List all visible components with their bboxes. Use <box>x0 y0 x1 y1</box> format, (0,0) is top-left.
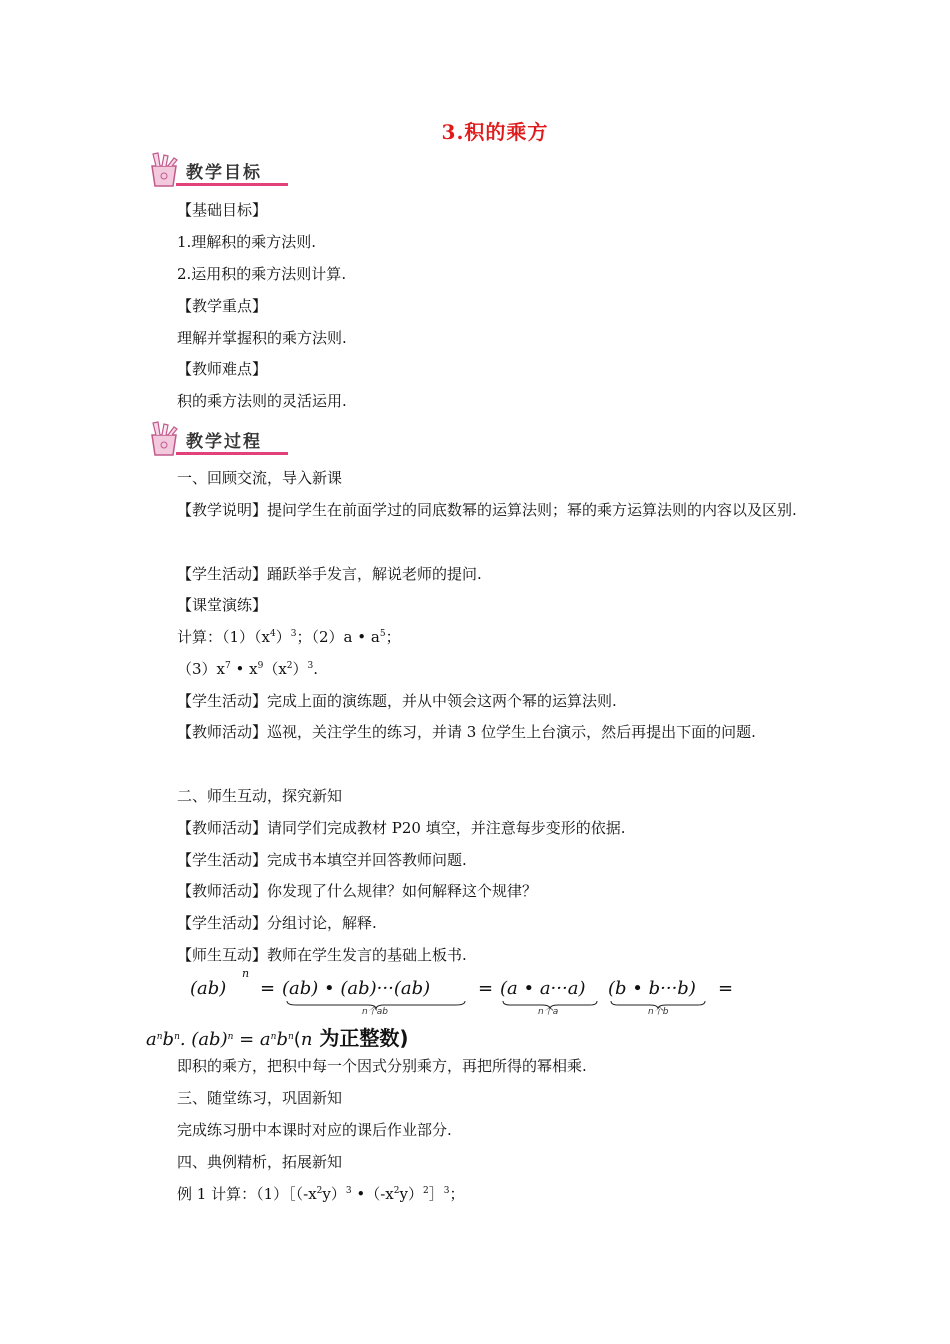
math-text: ( <box>293 1029 301 1050</box>
difficulty-heading: 【教师难点】 <box>177 360 268 378</box>
math-text: ） <box>292 660 308 678</box>
math-note: 为正整数) <box>312 1026 409 1050</box>
activity-text: 巡视，关注学生的练习，并请 3 位学生上台演示，然后再提出下面的问题. <box>267 723 756 741</box>
math-text: . <box>313 660 319 678</box>
s3-text: 完成练习册中本课时对应的课后作业部分. <box>177 1121 452 1139</box>
section-badge-label: 教学过程 <box>186 432 262 452</box>
exponent: 5 <box>379 629 386 639</box>
s1-teacher-activity-2 <box>145 716 805 748</box>
section-badge-process <box>146 421 288 457</box>
equals-sign: = <box>478 978 494 999</box>
activity-text: 请同学们完成教材 P20 填空，并注意每步变形的依据. <box>267 819 626 837</box>
exponent: 2 <box>393 1186 400 1196</box>
page-title: 3.积的乘方 <box>441 120 549 144</box>
exponent: 3 <box>307 661 314 671</box>
s2-rule: 即积的乘方，把积中每一个因式分别乘方，再把所得的幂相乘. <box>177 1057 587 1075</box>
section-2-title: 二、师生互动，探究新知 <box>177 787 343 805</box>
exponent: 4 <box>270 629 276 639</box>
exponent: 2 <box>422 1186 429 1196</box>
basic-goal-1: 1.理解积的乘方法则. <box>177 233 317 251</box>
activity-label: 【学生活动】 <box>177 914 268 932</box>
activity-label: 【教师活动】 <box>177 819 268 837</box>
s1-teacher-note <box>145 494 805 526</box>
s1-calc-line-1 <box>177 627 401 647</box>
activity-label: 【教学说明】 <box>177 501 268 519</box>
product-power-formula: (ab) n = (ab) • (ab)···(ab) n个ab = (a • a···a) n个a (b • b···b) n个b = <box>190 967 734 1017</box>
formula-group-ab: (ab) • (ab)···(ab) <box>282 978 431 999</box>
difficulty-text: 积的乘方法则的灵活运用. <box>177 392 347 410</box>
activity-label: 【师生互动】 <box>177 946 268 964</box>
math-text: ） <box>275 628 291 646</box>
badge-underline <box>176 452 288 455</box>
activity-label: 【学生活动】 <box>177 851 268 869</box>
math-text: y） <box>399 1185 423 1203</box>
exponent: 7 <box>225 661 231 671</box>
s2-student-activity-1 <box>177 850 467 870</box>
exponent: 3 <box>345 1186 352 1196</box>
activity-text: 分组讨论，解释. <box>267 914 377 932</box>
math-text: a <box>146 1029 157 1050</box>
s1-student-activity-2 <box>177 691 617 711</box>
basic-goal-2: 2.运用积的乘方法则计算. <box>177 265 347 283</box>
exponent: 3 <box>443 1186 450 1196</box>
math-text: （x <box>263 660 287 678</box>
activity-label: 【学生活动】 <box>177 565 268 583</box>
math-text: = a <box>233 1029 271 1050</box>
math-text: •（-x <box>351 1185 394 1203</box>
equals-sign: = <box>260 978 276 999</box>
s2-student-activity-2 <box>177 913 377 933</box>
math-text: ； <box>385 628 401 646</box>
activity-text: 你发现了什么规律？如何解释这个规律？ <box>267 882 538 900</box>
exponent: n <box>174 1032 180 1042</box>
exponent: n <box>227 1032 234 1042</box>
math-text: ］ <box>428 1185 444 1203</box>
equals-sign: = <box>718 978 734 999</box>
formula-lhs: (ab) <box>190 978 227 999</box>
s1-student-activity <box>177 564 482 584</box>
activity-text: 完成书本填空并回答教师问题. <box>267 851 467 869</box>
section-badge-goals <box>146 152 288 188</box>
math-text: • x <box>230 660 258 678</box>
math-text: ； <box>449 1185 465 1203</box>
underbrace-label: n个b <box>648 1007 669 1017</box>
section-1-title: 一、回顾交流，导入新课 <box>177 469 343 487</box>
s2-interaction <box>177 945 467 965</box>
key-point-heading: 【教学重点】 <box>177 297 268 315</box>
activity-label: 【教师活动】 <box>177 882 268 900</box>
exponent: 3 <box>290 629 297 639</box>
math-text: 计算：（1）（x <box>177 628 271 646</box>
section-4-title: 四、典例精析，拓展新知 <box>177 1153 343 1171</box>
basic-goal-heading: 【基础目标】 <box>177 201 268 219</box>
math-text: 例 1 计算：（1）［（-x <box>177 1185 317 1203</box>
s2-teacher-activity-1 <box>177 818 626 838</box>
product-power-result <box>146 1022 409 1051</box>
exponent: n <box>270 1032 277 1042</box>
activity-text: 踊跃举手发言，解说老师的提问. <box>267 565 482 583</box>
s1-calc-line-2 <box>177 659 318 679</box>
formula-group-a: (a • a···a) <box>500 978 586 999</box>
exponent: n <box>288 1032 294 1042</box>
math-text: n <box>300 1029 313 1050</box>
math-text: （3）x <box>177 660 226 678</box>
key-point-text: 理解并掌握积的乘方法则. <box>177 329 347 347</box>
activity-text: 教师在学生发言的基础上板书. <box>267 946 467 964</box>
section-3-title: 三、随堂练习，巩固新知 <box>177 1089 343 1107</box>
exponent: n <box>156 1032 163 1042</box>
s2-teacher-activity-2 <box>177 881 537 901</box>
activity-text: 完成上面的演练题，并从中领会这两个幂的运算法则. <box>267 692 617 710</box>
math-text: y） <box>322 1185 346 1203</box>
badge-underline <box>176 183 288 186</box>
activity-label: 【学生活动】 <box>177 692 268 710</box>
formula-group-b: (b • b···b) <box>608 978 696 999</box>
exponent: 2 <box>316 1186 323 1196</box>
math-text: . (ab) <box>179 1029 228 1050</box>
underbrace-label: n个ab <box>362 1007 388 1017</box>
math-text: ；（2）a • a <box>296 628 380 646</box>
math-text: b <box>162 1029 175 1050</box>
activity-text: 提问学生在前面学过的同底数幂的运算法则；幂的乘方运算法则的内容以及区别. <box>267 501 797 519</box>
underbrace-label: n个a <box>538 1007 559 1017</box>
activity-label: 【教师活动】 <box>177 723 268 741</box>
exponent: 2 <box>286 661 293 671</box>
s1-practice-label: 【课堂演练】 <box>177 596 268 614</box>
exponent: 9 <box>257 661 264 671</box>
math-text: b <box>276 1029 288 1050</box>
example-1 <box>177 1184 464 1204</box>
section-badge-label: 教学目标 <box>186 163 262 183</box>
